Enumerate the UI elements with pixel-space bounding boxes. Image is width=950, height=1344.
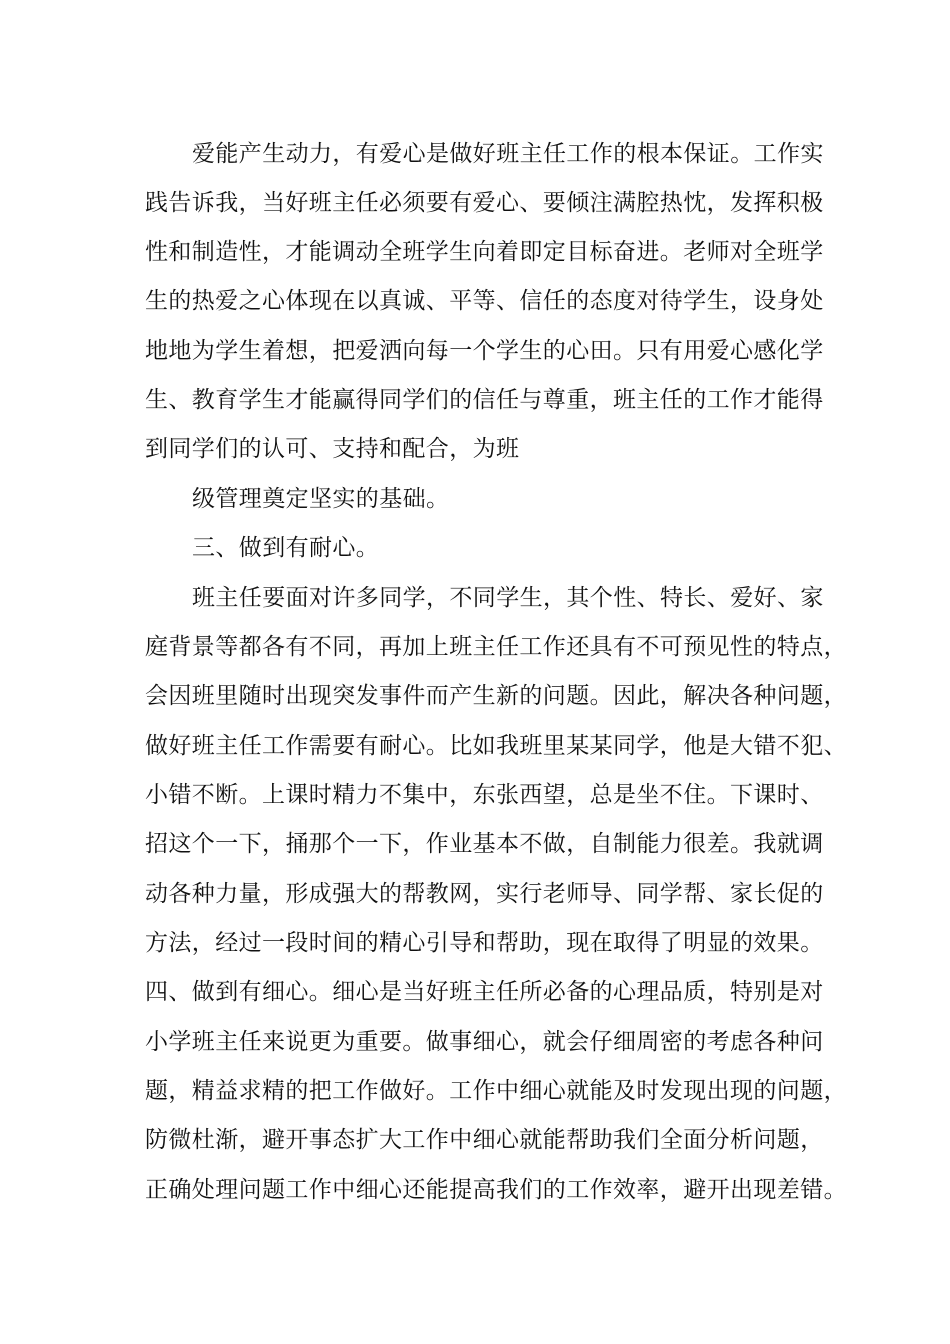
paragraph-line: 防微杜渐，避开事态扩大工作中细心就能帮助我们全面分析问题， — [145, 1127, 824, 1153]
paragraph-line: 庭背景等都各有不同，再加上班主任工作还具有不可预见性的特点， — [145, 634, 847, 660]
paragraph-line: 级管理奠定坚实的基础。 — [192, 486, 450, 512]
section-heading: 三、做到有耐心。 — [192, 535, 380, 561]
paragraph-line: 小错不断。上课时精力不集中，东张西望，总是坐不住。下课时、 — [145, 782, 824, 808]
paragraph-line: 动各种力量，形成强大的帮教网，实行老师导、同学帮、家长促的 — [145, 881, 824, 907]
paragraph-line: 生、教育学生才能赢得同学们的信任与尊重，班主任的工作才能得 — [145, 387, 824, 413]
paragraph-line: 题，精益求精的把工作做好。工作中细心就能及时发现出现的问题， — [145, 1078, 847, 1104]
paragraph-line: 小学班主任来说更为重要。做事细心，就会仔细周密的考虑各种问 — [145, 1029, 824, 1055]
paragraph-line: 班主任要面对许多同学，不同学生，其个性、特长、爱好、家 — [192, 585, 824, 611]
paragraph-line: 性和制造性，才能调动全班学生向着即定目标奋进。老师对全班学 — [145, 239, 824, 265]
paragraph-line: 爱能产生动力，有爱心是做好班主任工作的根本保证。工作实 — [192, 141, 824, 167]
paragraph-line: 会因班里随时出现突发事件而产生新的问题。因此，解决各种问题， — [145, 683, 847, 709]
paragraph-line: 到同学们的认可、支持和配合，为班 — [145, 436, 520, 462]
paragraph-line: 正确处理问题工作中细心还能提高我们的工作效率，避开出现差错。 — [145, 1177, 847, 1203]
paragraph-line: 生的热爱之心体现在以真诚、平等、信任的态度对待学生，设身处 — [145, 288, 824, 314]
paragraph-line: 地地为学生着想，把爱洒向每一个学生的心田。只有用爱心感化学 — [145, 338, 824, 364]
paragraph-line: 四、做到有细心。细心是当好班主任所必备的心理品质，特别是对 — [145, 979, 824, 1005]
paragraph-line: 招这个一下，捅那个一下，作业基本不做，自制能力很差。我就调 — [145, 831, 824, 857]
paragraph-line: 做好班主任工作需要有耐心。比如我班里某某同学，他是大错不犯、 — [145, 733, 847, 759]
paragraph-line: 践告诉我，当好班主任必须要有爱心、要倾注满腔热忱，发挥积极 — [145, 190, 824, 216]
paragraph-line: 方法，经过一段时间的精心引导和帮助，现在取得了明显的效果。 — [145, 930, 824, 956]
